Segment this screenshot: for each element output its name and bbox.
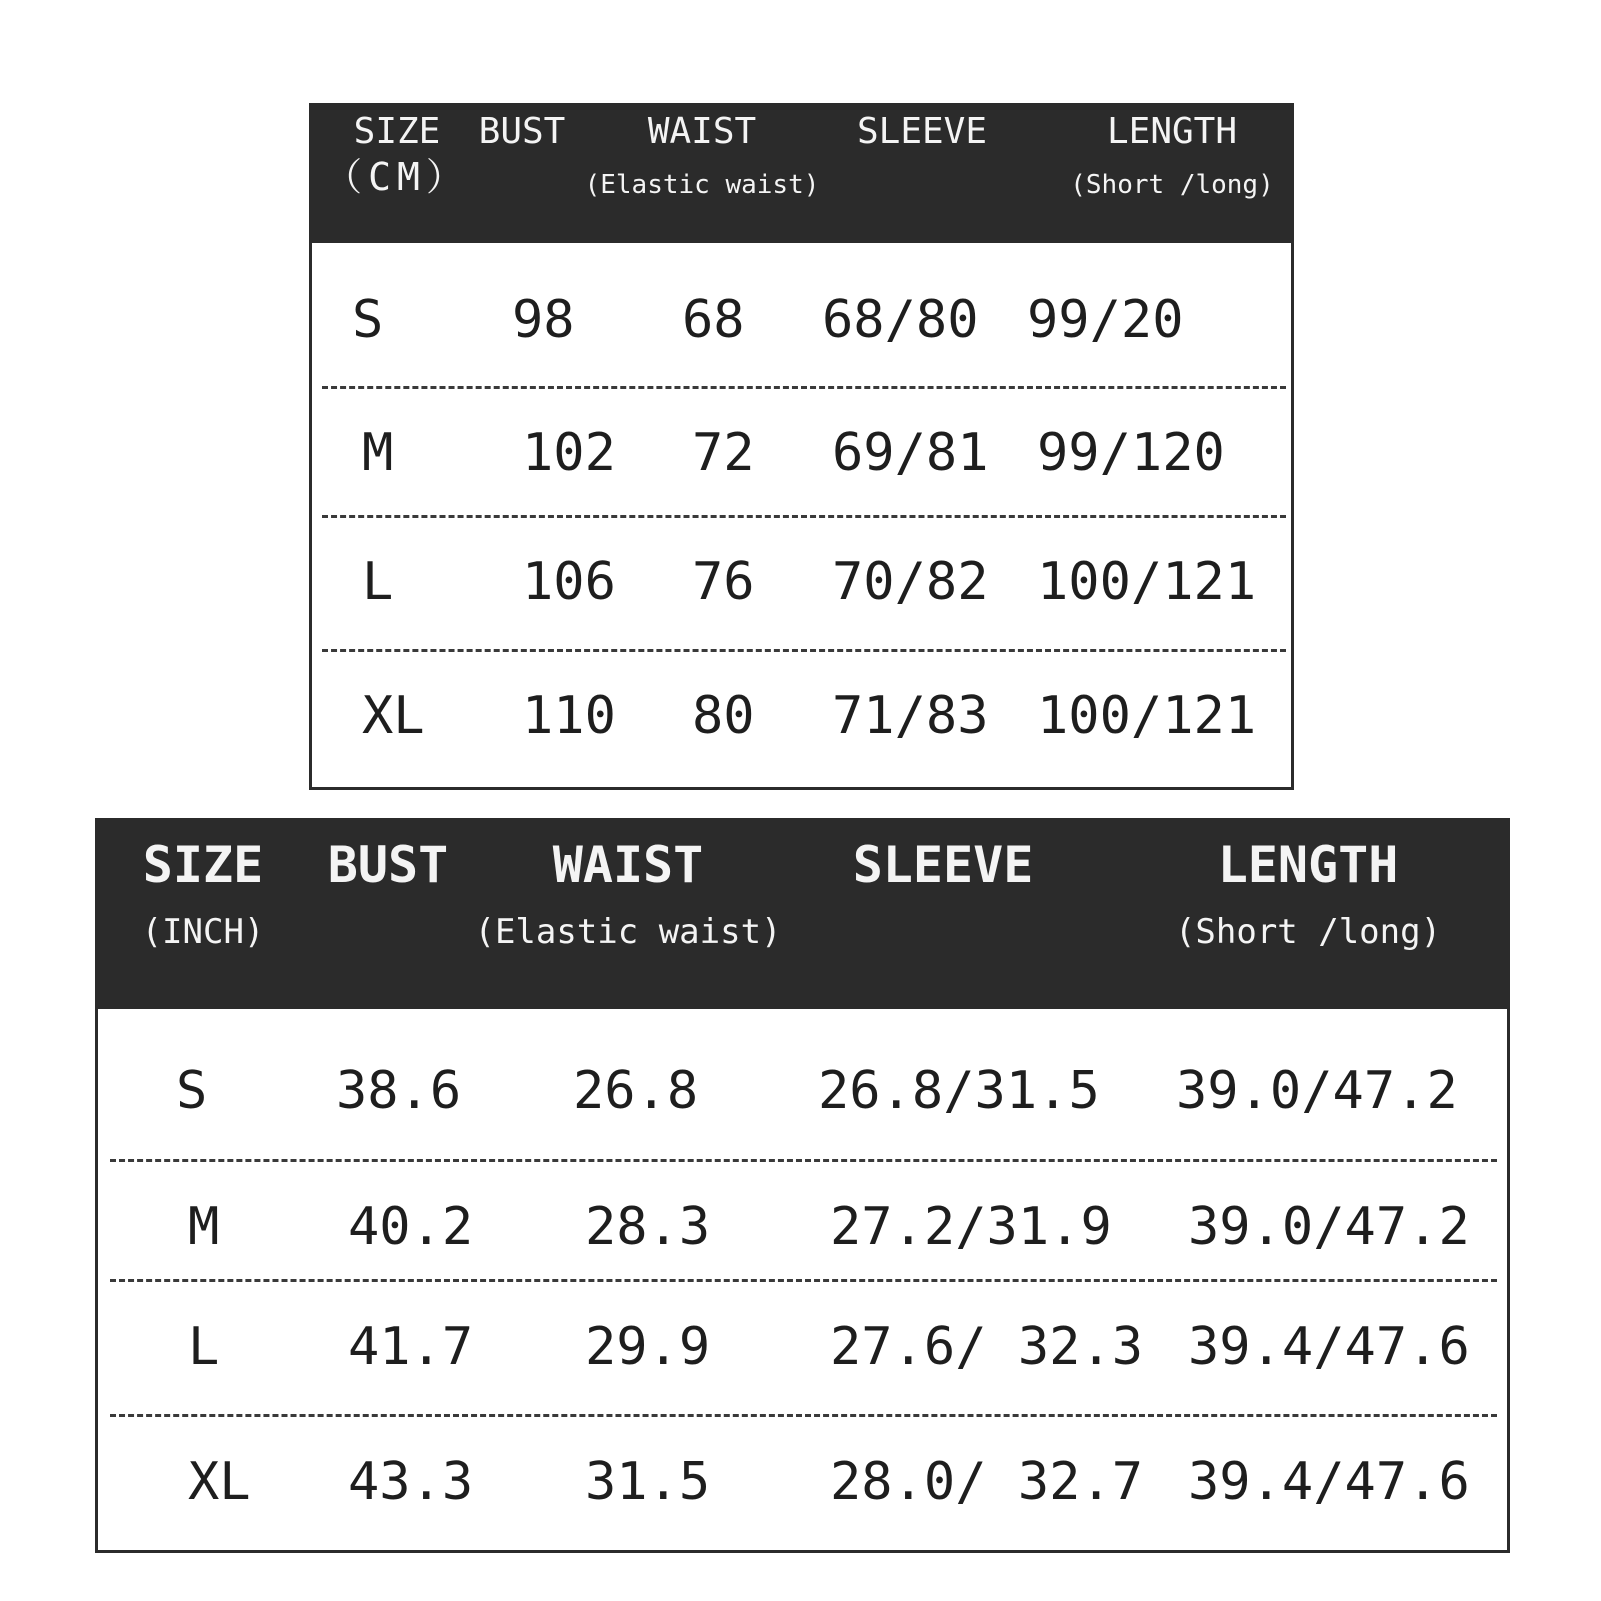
table-row bbox=[98, 1026, 1507, 1156]
cell-sleeve: 28.0/ 32.7 bbox=[830, 1452, 1144, 1512]
cell-sleeve: 71/83 bbox=[832, 686, 989, 746]
cell-size: M bbox=[362, 423, 394, 483]
cell-waist: 31.5 bbox=[585, 1452, 711, 1512]
table-header bbox=[312, 106, 1291, 243]
header-size-unit: (INCH) bbox=[141, 912, 265, 952]
cell-size: L bbox=[362, 552, 394, 612]
header-length-note: (Short /long) bbox=[1070, 170, 1274, 200]
cell-length: 39.4/47.6 bbox=[1188, 1317, 1470, 1377]
header-bust-label: BUST bbox=[327, 836, 449, 894]
table-row bbox=[110, 1414, 1497, 1547]
header-size-unit: （CM） bbox=[324, 155, 470, 199]
cell-sleeve: 70/82 bbox=[832, 552, 989, 612]
cell-waist: 76 bbox=[692, 552, 755, 612]
cell-bust: 43.3 bbox=[348, 1452, 474, 1512]
header-bust bbox=[298, 835, 478, 895]
header-waist bbox=[582, 110, 822, 202]
table-header bbox=[98, 821, 1507, 1009]
cell-length: 100/121 bbox=[1037, 552, 1257, 612]
table-row bbox=[312, 256, 1291, 384]
cell-sleeve: 68/80 bbox=[822, 290, 979, 350]
header-length-note: (Short /long) bbox=[1174, 912, 1442, 952]
cell-waist: 26.8 bbox=[573, 1061, 699, 1121]
cell-size: M bbox=[188, 1197, 220, 1257]
header-size bbox=[322, 110, 472, 199]
header-sleeve bbox=[828, 835, 1058, 895]
cell-size: S bbox=[176, 1061, 208, 1121]
header-size bbox=[118, 835, 288, 953]
header-sleeve-label: SLEEVE bbox=[856, 111, 988, 152]
cell-length: 99/20 bbox=[1027, 290, 1184, 350]
cell-size: XL bbox=[362, 686, 425, 746]
cell-waist: 28.3 bbox=[585, 1197, 711, 1257]
cell-sleeve: 69/81 bbox=[832, 423, 989, 483]
header-length-label: LENGTH bbox=[1217, 836, 1399, 894]
table-row bbox=[322, 515, 1286, 646]
cell-length: 39.0/47.2 bbox=[1188, 1197, 1470, 1257]
cell-bust: 38.6 bbox=[336, 1061, 462, 1121]
header-sleeve bbox=[822, 110, 1022, 154]
cell-waist: 72 bbox=[692, 423, 755, 483]
cell-sleeve: 26.8/31.5 bbox=[818, 1061, 1100, 1121]
size-chart-inch bbox=[95, 818, 1510, 1553]
cell-length: 39.0/47.2 bbox=[1176, 1061, 1458, 1121]
table-row bbox=[110, 1159, 1497, 1292]
cell-bust: 110 bbox=[522, 686, 616, 746]
header-waist bbox=[458, 835, 798, 953]
cell-bust: 98 bbox=[512, 290, 575, 350]
cell-waist: 80 bbox=[692, 686, 755, 746]
cell-bust: 102 bbox=[522, 423, 616, 483]
header-sleeve-label: SLEEVE bbox=[852, 836, 1034, 894]
header-length bbox=[1138, 835, 1478, 953]
header-size-label: SIZE bbox=[142, 836, 264, 894]
table-row bbox=[322, 649, 1286, 780]
cell-bust: 40.2 bbox=[348, 1197, 474, 1257]
cell-length: 100/121 bbox=[1037, 686, 1257, 746]
header-length-label: LENGTH bbox=[1106, 111, 1238, 152]
header-length bbox=[1052, 110, 1292, 202]
cell-size: L bbox=[188, 1317, 220, 1377]
cell-size: S bbox=[352, 290, 384, 350]
cell-bust: 41.7 bbox=[348, 1317, 474, 1377]
cell-length: 39.4/47.6 bbox=[1188, 1452, 1470, 1512]
table-row bbox=[322, 386, 1286, 517]
header-waist-label: WAIST bbox=[552, 836, 704, 894]
header-bust-label: BUST bbox=[478, 111, 566, 152]
header-bust bbox=[462, 110, 582, 154]
header-waist-note: (Elastic waist) bbox=[584, 170, 820, 200]
header-waist-note: (Elastic waist) bbox=[474, 912, 782, 952]
header-size-label: SIZE bbox=[353, 111, 441, 152]
size-chart-cm bbox=[309, 103, 1294, 790]
header-waist-label: WAIST bbox=[647, 111, 757, 152]
cell-length: 99/120 bbox=[1037, 423, 1225, 483]
cell-waist: 29.9 bbox=[585, 1317, 711, 1377]
cell-waist: 68 bbox=[682, 290, 745, 350]
cell-bust: 106 bbox=[522, 552, 616, 612]
cell-sleeve: 27.2/31.9 bbox=[830, 1197, 1112, 1257]
cell-size: XL bbox=[188, 1452, 251, 1512]
table-row bbox=[110, 1279, 1497, 1412]
cell-sleeve: 27.6/ 32.3 bbox=[830, 1317, 1144, 1377]
